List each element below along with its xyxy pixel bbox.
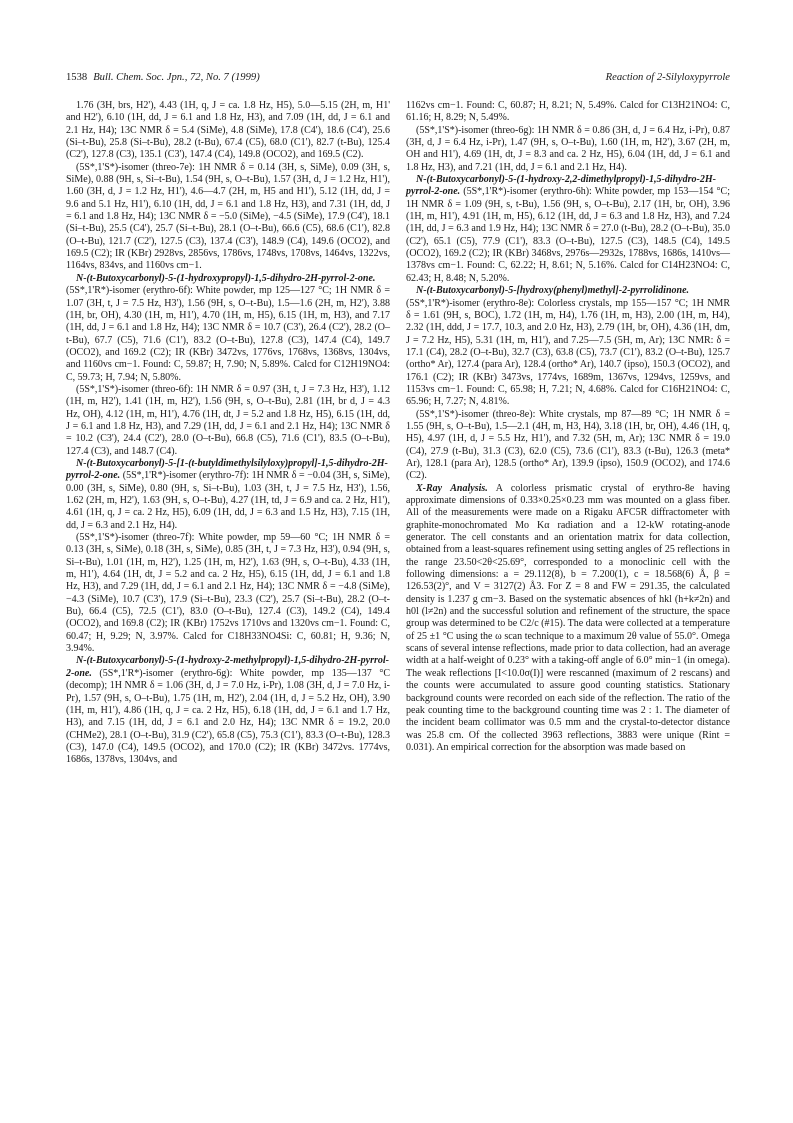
paragraph	[406, 174, 730, 285]
paragraph-heading: X-Ray Analysis.	[416, 482, 488, 494]
paragraph-text: 1162vs cm−1. Found: C, 60.87; H, 8.21; N, 5.49%. Calcd for C13H21NO4: C, 61.16; H, 8.29; N, 5.49%.	[406, 100, 730, 124]
paragraph-text: (5S*,1'S*)-isomer (threo-7f): White powder, mp 59—60 °C; 1H NMR δ = 0.13 (3H, s, SiMe), 0.18 (3H, s, SiMe), 0.85 (3H, t, J = 7.3 Hz, H3'), 0.94 (9H, s, Si–t-Bu), 1.01 (1H, m, H2'), 1.25 (1H, m, H2'), 1.63 (9H, s, O–t-Bu), 4.33 (1H, m, H1'), 4.64 (1H, dt, J = 5.2 and ca. 2 Hz, H5), 6.15 (1H, dd, J = 6.1 and 1.8 Hz, H3), and 7.29 (1H, dd, J = 6.1 and 2.1 Hz, H4); 13C NMR δ = −4.8 (SiMe), −4.3 (SiMe), 10.7 (C3'), 17.9 (Si–t-Bu), 23.3 (C2'), 25.7 (Si–t-Bu), 28.2 (O–t-Bu), 66.4 (C5), 72.5 (C1'), 83.0 (O–t-Bu), 127.4 (C3), 149.2 (C4), 149.4 (OCO2), and 169.8 (C2); IR (KBr) 1752vs 1710vs and 1320vs cm−1. Found: C, 60.47; H, 9.29; N, 3.97%. Calcd for C18H33NO4Si: C, 60.81; H, 9.36; N, 3.94%.	[66, 532, 390, 655]
paragraph	[66, 384, 390, 458]
paragraph-text: (5S*,1'R*)-isomer (erythro-6f): White powder, mp 125—127 °C; 1H NMR δ = 1.07 (3H, t, J = 7.5 Hz, H3'), 1.56 (9H, s, O–t-Bu), 1.5—1.6 (2H, m, H2'), 3.88 (1H, br, OH), 4.30 (1H, m, H1'), 4.70 (1H, m, H5), 6.15 (1H, m, H3), and 7.17 (1H, dd, J = 6.1 and 1.8 Hz, H4); 13C NMR δ = 10.7 (C3'), 26.4 (C2'), 28.2 (O–t-Bu), 67.7 (C5), 71.6 (C1'), 83.2 (O–t-Bu), 127.8 (C3), 147.4 (C4), 149.7 (OCO2), and 169.2 (C2); IR (KBr) 3472vs, 1776vs, 1768vs, 1368vs, 1304vs, and 1160vs cm−1. Found: C, 59.87; H, 7.90; N, 5.89%. Calcd for C12H19NO4: C, 59.73; H, 7.94; N, 5.80%.	[66, 285, 390, 383]
paragraph-text: (5S*,1'S*)-isomer (threo-6g): 1H NMR δ = 0.86 (3H, d, J = 6.4 Hz, i-Pr), 0.87 (3H, d, J = 6.4 Hz, i-Pr), 1.47 (9H, s, O–t-Bu), 1.60 (1H, m, H2'), 3.67 (2H, m, OH and H1'), 4.69 (1H, dt, J = 8.3 and ca. 2 Hz, H5), 6.04 (1H, dd, J = 6.1 and 1.8 Hz, H3), and 7.21 (1H, dd, J = 6.1 and 2.1 Hz, H4).	[406, 124, 730, 173]
paragraph	[66, 532, 390, 655]
paragraph-heading: N-(t-Butoxycarbonyl)-5-(1-hydroxy-2-methylpropyl)-1,5-dihydro-2H-pyrrol-2-one.	[66, 655, 389, 679]
paragraph-text: (5S*,1'S*)-isomer (threo-6f): 1H NMR δ = 0.97 (3H, t, J = 7.3 Hz, H3'), 1.12 (1H, m, H2'), 1.41 (1H, m, H2'), 1.56 (9H, s, O–t-Bu), 2.81 (1H, br d, J = 4.3 Hz, OH), 4.12 (1H, m, H1'), 4.76 (1H, dt, J = 5.2 and 1.8 Hz, H5), 6.15 (1H, dd, J = 6.1 and 1.8 Hz, H3), and 7.29 (1H, dd, J = 6.1 and 2.1 Hz, H4); 13C NMR δ = 10.2 (C3'), 24.4 (C2'), 28.0 (O–t-Bu), 66.8 (C5), 71.6 (C1'), 83.5 (O–t-Bu), 127.4 (C3), and 148.7 (C4).	[66, 383, 390, 457]
running-title: Reaction of 2-Silyloxypyrrole	[605, 72, 730, 83]
page-number: 1538	[66, 72, 88, 83]
paragraph	[406, 125, 730, 174]
running-header	[66, 70, 730, 86]
paragraph	[66, 162, 390, 273]
journal-citation: Bull. Chem. Soc. Jpn., 72, No. 7 (1999)	[93, 72, 260, 83]
paragraph	[406, 285, 730, 408]
paragraph	[406, 483, 730, 755]
paragraph-heading: N-(t-Butoxycarbonyl)-5-[1-(t-butyldimethylsilyloxy)propyl]-1,5-dihydro-2H-pyrrol-2-one.	[66, 457, 388, 482]
paragraph	[66, 458, 390, 532]
paragraph	[66, 273, 390, 384]
paragraph-text: (5S*,1'R*)-isomer (erythro-8e): Colorless crystals, mp 155—157 °C; 1H NMR δ = 1.61 (9H, s, BOC), 1.72 (1H, m, H4), 1.76 (1H, m, H3), 2.00 (1H, m, H4), 2.32 (1H, ddd, J = 17.7, 10.3, and 2.0 Hz, H3), 2.79 (1H, br, OH), 4.36 (1H, dm, J = 7.2 Hz, H5), 5.31 (1H, m, H1'), and 7.25—7.5 (5H, m, Ar); 13C NMR: δ = 17.1 (C4), 28.2 (O–t-Bu), 32.7 (C3), 63.8 (C5), 73.7 (C1'), 83.2 (O–t-Bu), 125.7 (ortho* Ar), 127.4 (para Ar), 128.4 (ortho* Ar), 140.7 (ipso), 150.3 (OCO2), and 176.1 (C2); IR (KBr) 3473vs, 1774vs, 1689m, 1367vs, 1294vs, 1259vs, and 1153vs cm−1. Found: C, 65.98; H, 7.21; N, 4.68%. Calcd for C16H21NO4: C, 65.96; H, 7.27; N, 4.81%.	[406, 297, 730, 408]
paragraph-heading: N-(t-Butoxycarbonyl)-5-(1-hydroxypropyl)-1,5-dihydro-2H-pyrrol-2-one.	[76, 272, 376, 284]
paragraph-text: (5S*,1'R*)-isomer (erythro-6h): White powder, mp 153—154 °C; 1H NMR δ = 1.09 (9H, s, t-Bu), 1.56 (9H, s, O–t-Bu), 2.17 (1H, br, OH), 3.96 (1H, m, H1'), 4.91 (1H, m, H5), 6.12 (1H, dd, J = 6.3 and 1.8 Hz, H3), and 7.24 (1H, dd, J = 6.3 and 1.9 Hz, H4); 13C NMR δ = 27.0 (t-Bu), 28.2 (O–t-Bu), 35.0 (C2'), 65.1 (C5), 77.9 (C1'), 83.3 (O–t-Bu), 127.5 (C3), 148.5 (C4), 149.5 (OCO2), 169.2 (C2); IR (KBr) 3468vs, 2976s—2932s, 1788vs, 1686s, 1410vs—1378vs cm−1. Found: C, 62.22; H, 8.61; N, 5.16%. Calcd for C14H23NO4: C, 62.43; H, 8.48; N, 5.20%.	[406, 186, 730, 284]
paragraph-heading: N-(t-Butoxycarbonyl)-5-[hydroxy(phenyl)methyl]-2-pyrrolidinone.	[416, 285, 690, 297]
paragraph	[406, 100, 730, 125]
left-column	[66, 100, 390, 767]
paragraph	[406, 409, 730, 483]
paragraph-text: (5S*,1'S*)-isomer (threo-7e): 1H NMR δ = 0.14 (3H, s, SiMe), 0.09 (3H, s, SiMe), 0.88 (9H, s, Si–t-Bu), 1.54 (9H, s, O–t-Bu), 1.57 (3H, d, J = 1.2 Hz, H1'), 1.60 (3H, d, J = 1.2 Hz, H1'), 4.6—4.7 (2H, m, H5 and H1'), 5.12 (1H, dd, J = 9.6 and 5.1 Hz, H1'), 6.10 (1H, dd, J = 6.1 and 1.8 Hz, H3), and 7.31 (1H, dd, J = 6.1 and 1.8 Hz, H4); 13C NMR δ = −5.0 (SiMe), −4.5 (SiMe), 17.9 (C4'), 18.1 (Si–t-Bu), 25.5 (C4'), 25.7 (Si–t-Bu), 28.1 (O–t-Bu), 66.6 (C5), 68.6 (C1'), 82.8 (O–t-Bu), 121.7 (C2'), 127.5 (C3), 137.4 (C3'), 148.9 (C4), 149.6 (OCO2), and 169.5 (C2); IR (KBr) 2928vs, 2856vs, 1786vs, 1748vs, 1708vs, 1464vs, 1322vs, 1164vs, 834vs, and 1160vs cm−1.	[66, 161, 390, 272]
paragraph-text: (5S*,1'R*)-isomer (erythro-7f): 1H NMR δ = −0.04 (3H, s, SiMe), 0.00 (3H, s, SiMe), 0.80 (9H, s, Si–t-Bu), 1.03 (3H, t, J = 7.5 Hz, H3'), 1.56, 1.62 (2H, m, H2'), 1.63 (9H, s, O–t-Bu), 4.27 (1H, td, J = 6.9 and ca. 2 Hz, H1'), 4.61 (1H, q, J = ca. 2 Hz, H5), 6.09 (1H, dd, J = 6.3 and 1.5 Hz, H3), 7.15 (1H, dd, J = 6.3 and 2.1 Hz, H4).	[66, 470, 390, 531]
header-left	[66, 70, 260, 86]
paragraph	[66, 100, 390, 162]
paragraph-text: (5S*,1'S*)-isomer (threo-8e): White crystals, mp 87—89 °C; 1H NMR δ = 1.55 (9H, s, O–t-Bu), 1.5—2.1 (4H, m, H3, H4), 3.18 (1H, br, OH), 4.46 (1H, q, H5), 4.97 (1H, d, J = 5.5 Hz, H1'), and 7.32 (5H, m, Ar); 13C NMR δ = 19.0 (C4), 27.9 (t-Bu), 31.3 (C3), 62.0 (C5), 73.6 (C1'), 83.3 (t-Bu), 126.3 (meta* Ar), 128.1 (para Ar), 128.5 (ortho* Ar), 139.9 (ipso), 150.9 (OCO2), and 174.6 (C2).	[406, 408, 730, 482]
paragraph-text: (5S*,1'R*)-isomer (erythro-6g): White powder, mp 135—137 °C (decomp); 1H NMR δ = 1.06 (3H, d, J = 7.0 Hz, i-Pr), 1.08 (3H, d, J = 7.0 Hz, i-Pr), 1.57 (9H, s, O–t-Bu), 1.75 (1H, m, H2'), 2.04 (1H, d, J = 5.2 Hz, OH), 3.90 (1H, m, H1'), 4.86 (1H, q, J = ca. 2 Hz, H5), 6.18 (1H, dd, J = 6.1 and 1.7 Hz, H3), and 7.15 (1H, dd, J = 6.1 and 2.0 Hz, H4); 13C NMR δ = 19.2, 20.0 (CHMe2), 28.1 (O–t-Bu), 31.9 (C2'), 65.8 (C5), 75.3 (C1'), 83.3 (O–t-Bu), 128.3 (C3), 147.0 (C4), 149.5 (OCO2), and 170.0 (C2); IR (KBr) 3472vs. 1774vs, 1686s, 1378vs, 1304vs, and	[66, 667, 390, 766]
paragraph-text: 1.76 (3H, brs, H2'), 4.43 (1H, q, J = ca. 1.8 Hz, H5), 5.0—5.15 (2H, m, H1' and H2'), 6.10 (1H, dd, J = 6.1 and 1.8 Hz, H3), and 7.09 (1H, dd, J = 6.1 and 2.1 Hz, H4); 13C NMR δ = 5.4 (SiMe), 4.8 (SiMe), 17.8 (C4'), 18.6 (C4'), 25.6 (Si–t-Bu), 25.8 (Si–t-Bu), 28.2 (t-Bu), 67.4 (C5), 68.0 (C1'), 82.7 (t-Bu), 125.4 (C2'), 127.8 (C3), 135.1 (C3'), 147.4 (C4), 149.8 (OCO2), and 169.5 (C2).	[66, 100, 390, 161]
paragraph-text: A colorless prismatic crystal of erythro-8e having approximate dimensions of 0.33×0.25×0.23 mm was mounted on a glass fiber. All of the measurements were made on a Rigaku AFC5R diffractometer with graphite-monochromated Mo Kα radiation and a 12-kW rotating-anode generator. The cell constants and an orientation matrix for data collection, obtained from a least-squares refinement using setting angles of 25 reflections in the range 23.50<2θ<25.69°, corresponded to a monoclinic cell with the following dimensions: a = 29.112(8), b = 7.200(1), c = 18.568(6) Å, β = 126.53(2)°, and V = 3127(2) Å3. For Z = 8 and FW = 291.35, the calculated density is 1.237 g cm−3. Based on the systematic absences of hkl (h+k≠2n) and h0l (l≠2n) and the successful solution and refinement of the structure, the space group was determined to be C2/c (#15). The data were collected at a temperature of 25 ±1 °C using the ω scan technique to a maximum 2θ value of 55.0°. Omega scans of several intense reflections, made prior to data collection, had an average width at a half-weight of 0.23° with a taking-off angle of 6.0° min−1 (in omega). The weak reflections [I<10.0σ(I)] were rescanned (maximum of 2 rescans) and the counts were accumulated to assure good counting statistics. Stationary background counts were recorded on each side of the reflection. The ratio of the peak counting time to the background counting time was 2 : 1. The diameter of the incident beam collimator was 0.5 mm and the crystal-to-detector distance was 25.8 cm. Of the collected 3963 reflections, 3883 were unique (Rint = 0.031). An empirical correction for the absorption was made based on	[406, 482, 730, 753]
paragraph-heading: N-(t-Butoxycarbonyl)-5-(1-hydroxy-2,2-dimethylpropyl)-1,5-dihydro-2H-pyrrol-2-one.	[406, 174, 716, 198]
paragraph	[66, 655, 390, 766]
right-column	[406, 100, 730, 754]
